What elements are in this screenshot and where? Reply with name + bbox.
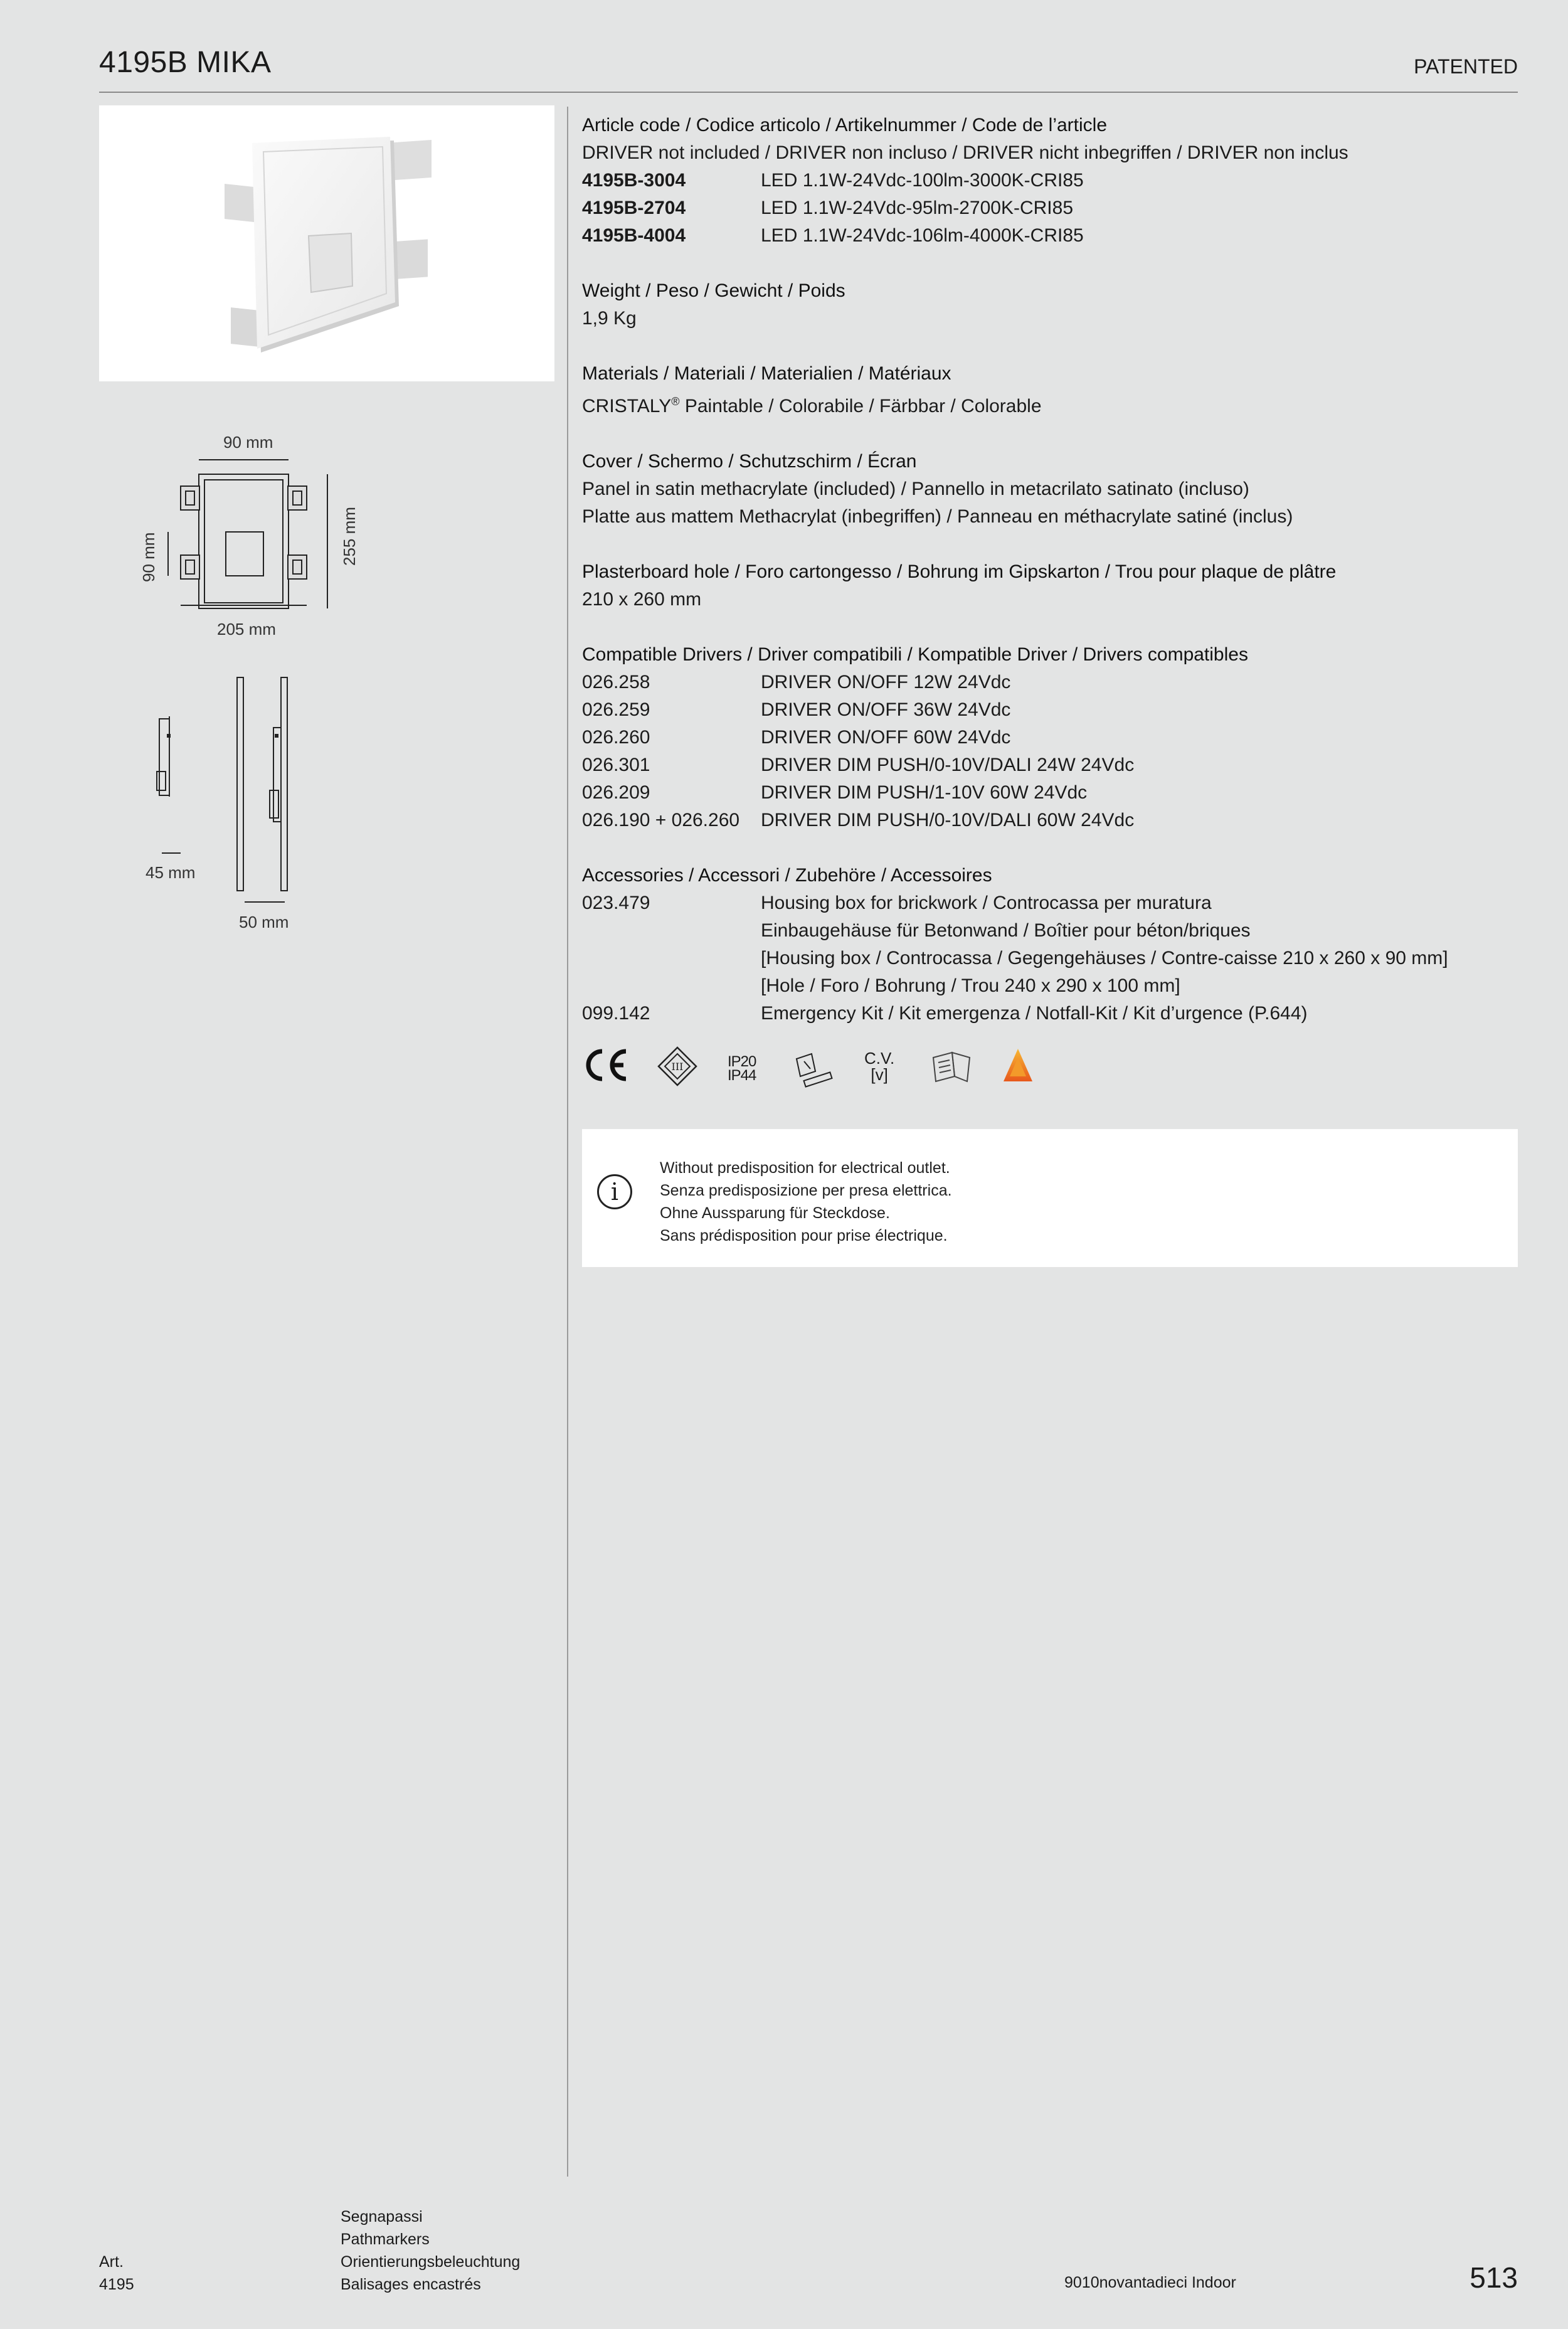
dim-width-bottom: 205 mm — [217, 620, 276, 639]
driver-row — [582, 779, 1523, 807]
accessory-desc-line: [Housing box / Controcassa / Gegengehäuses / Contre-caisse 210 x 260 x 90 mm] — [761, 948, 1448, 968]
cv-label: C.V. — [864, 1049, 895, 1068]
driver-row — [582, 807, 1523, 834]
materials-title: Materials / Materiali / Materialien / Matériaux — [582, 363, 951, 384]
ip-rating-1: IP20 — [728, 1053, 756, 1070]
header-divider — [99, 92, 1518, 93]
footer-brand: 9010novantadieci Indoor — [1064, 2274, 1236, 2291]
article-code: 4195B-3004 — [582, 170, 686, 191]
driver-row — [582, 669, 1523, 696]
driver-code: 026.260 — [582, 727, 650, 748]
hole-section — [582, 558, 1523, 613]
materials-brand: CRISTALY — [582, 396, 672, 416]
instructions-icon — [931, 1046, 972, 1084]
note-line: Senza predisposizione per presa elettrica. — [660, 1182, 952, 1199]
cover-line: Platte aus mattem Methacrylat (inbegriffen) / Panneau en méthacrylate satiné (inclus) — [582, 506, 1293, 527]
ip-rating-2: IP44 — [728, 1067, 756, 1084]
accessory-desc-line: [Hole / Foro / Bohrung / Trou 240 x 290 x 100 mm] — [761, 975, 1180, 996]
cv-unit: [v] — [871, 1065, 888, 1084]
cover-section — [582, 448, 1523, 531]
accessories-section — [582, 862, 1523, 1027]
dim-side-small: 45 mm — [146, 863, 196, 882]
patented-label: PATENTED — [1414, 55, 1518, 78]
driver-row — [582, 751, 1523, 779]
registered-mark: ® — [671, 395, 680, 408]
driver-desc: DRIVER DIM PUSH/0-10V/DALI 24W 24Vdc — [761, 755, 1135, 775]
weight-value: 1,9 Kg — [582, 308, 637, 329]
accessory-code: 099.142 — [582, 1003, 650, 1024]
ip-rating-icon — [728, 1055, 756, 1083]
accessory-desc: Housing box for brickwork / Controcassa per muratura — [761, 893, 1212, 913]
driver-desc: DRIVER ON/OFF 60W 24Vdc — [761, 727, 1011, 748]
materials-text: Paintable / Colorabile / Färbbar / Colorable — [679, 396, 1042, 416]
driver-desc: DRIVER DIM PUSH/0-10V/DALI 60W 24Vdc — [761, 810, 1135, 830]
accessory-code: 023.479 — [582, 893, 650, 913]
article-desc: LED 1.1W-24Vdc-95lm-2700K-CRI85 — [761, 198, 1074, 218]
weight-section — [582, 277, 1523, 332]
accessory-desc-line: Einbaugehäuse für Betonwand / Boîtier pour béton/briques — [761, 920, 1251, 941]
article-row — [582, 194, 1523, 222]
class-iii-icon — [657, 1046, 697, 1086]
weight-title: Weight / Peso / Gewicht / Poids — [582, 280, 845, 301]
driver-code: 026.258 — [582, 672, 650, 692]
certification-icons — [582, 1046, 1084, 1096]
driver-code: 026.259 — [582, 699, 650, 720]
class-iii-label: III — [671, 1061, 684, 1073]
note-line: Without predisposition for electrical outlet. — [660, 1159, 950, 1177]
article-desc: LED 1.1W-24Vdc-106lm-4000K-CRI85 — [761, 225, 1084, 246]
driver-desc: DRIVER ON/OFF 12W 24Vdc — [761, 672, 1011, 692]
driver-desc: DRIVER DIM PUSH/1-10V 60W 24Vdc — [761, 782, 1088, 803]
article-desc: LED 1.1W-24Vdc-100lm-3000K-CRI85 — [761, 170, 1084, 191]
column-divider — [567, 107, 568, 2177]
dim-side-large: 50 mm — [239, 913, 289, 931]
footer-article — [99, 2251, 134, 2296]
page-number: 513 — [1470, 2261, 1518, 2294]
dim-height-right: 255 mm — [340, 507, 359, 566]
driver-note: DRIVER not included / DRIVER non incluso / DRIVER nicht inbegriffen / DRIVER non inclus — [582, 142, 1348, 163]
driver-row — [582, 696, 1523, 724]
note-line: Ohne Aussparung für Steckdose. — [660, 1204, 890, 1222]
footer-category: Orientierungsbeleuchtung — [341, 2253, 521, 2271]
accessories-title: Accessories / Accessori / Zubehöre / Accessoires — [582, 865, 992, 886]
footer-categories — [341, 2205, 520, 2296]
materials-section — [582, 360, 1523, 420]
note-line: Sans prédisposition pour prise électrique. — [660, 1227, 948, 1244]
footer-art-number: 4195 — [99, 2276, 134, 2293]
footer-art-label: Art. — [99, 2253, 124, 2271]
footer-category: Segnapassi — [341, 2208, 423, 2226]
installation-icon — [793, 1046, 834, 1090]
driver-row — [582, 724, 1523, 751]
ce-mark-icon — [582, 1046, 628, 1084]
driver-code: 026.301 — [582, 755, 650, 775]
article-title: Article code / Codice articolo / Artikelnummer / Code de l’article — [582, 115, 1108, 135]
cover-line: Panel in satin methacrylate (included) / Pannello in metacrilato satinato (incluso) — [582, 479, 1249, 499]
dim-width-top: 90 mm — [223, 433, 273, 452]
driver-desc: DRIVER ON/OFF 36W 24Vdc — [761, 699, 1011, 720]
product-image — [99, 105, 554, 381]
dim-height-left: 90 mm — [139, 532, 158, 582]
article-row — [582, 222, 1523, 250]
driver-code: 026.190 + 026.260 — [582, 810, 740, 830]
specifications — [582, 112, 1523, 1055]
accessory-row — [582, 1000, 1523, 1027]
accessory-row — [582, 889, 1523, 917]
article-row — [582, 167, 1523, 194]
accessory-desc: Emergency Kit / Kit emergenza / Notfall-Kit / Kit d’urgence (P.644) — [761, 1003, 1308, 1024]
cover-title: Cover / Schermo / Schutzschirm / Écran — [582, 451, 917, 472]
info-icon: i — [597, 1174, 632, 1209]
article-code: 4195B-4004 — [582, 225, 686, 246]
note-text — [660, 1157, 952, 1247]
drivers-title: Compatible Drivers / Driver compatibili / Kompatible Driver / Drivers compatibles — [582, 644, 1248, 665]
page-title: 4195B MIKA — [99, 46, 272, 79]
hole-title: Plasterboard hole / Foro cartongesso / Bohrung im Gipskarton / Trou pour plaque de plâtre — [582, 561, 1337, 582]
footer-category: Pathmarkers — [341, 2231, 430, 2248]
brand-logo-icon — [1001, 1046, 1035, 1084]
drivers-section — [582, 641, 1523, 834]
constant-voltage-icon — [864, 1050, 894, 1083]
hole-value: 210 x 260 mm — [582, 589, 702, 610]
materials-value — [582, 388, 1523, 420]
article-section — [582, 112, 1523, 250]
article-code: 4195B-2704 — [582, 198, 686, 218]
front-drawing — [157, 455, 345, 612]
outlet-note — [582, 1129, 1518, 1267]
footer-category: Balisages encastrés — [341, 2276, 481, 2293]
driver-code: 026.209 — [582, 782, 650, 803]
product-photo — [99, 105, 554, 381]
